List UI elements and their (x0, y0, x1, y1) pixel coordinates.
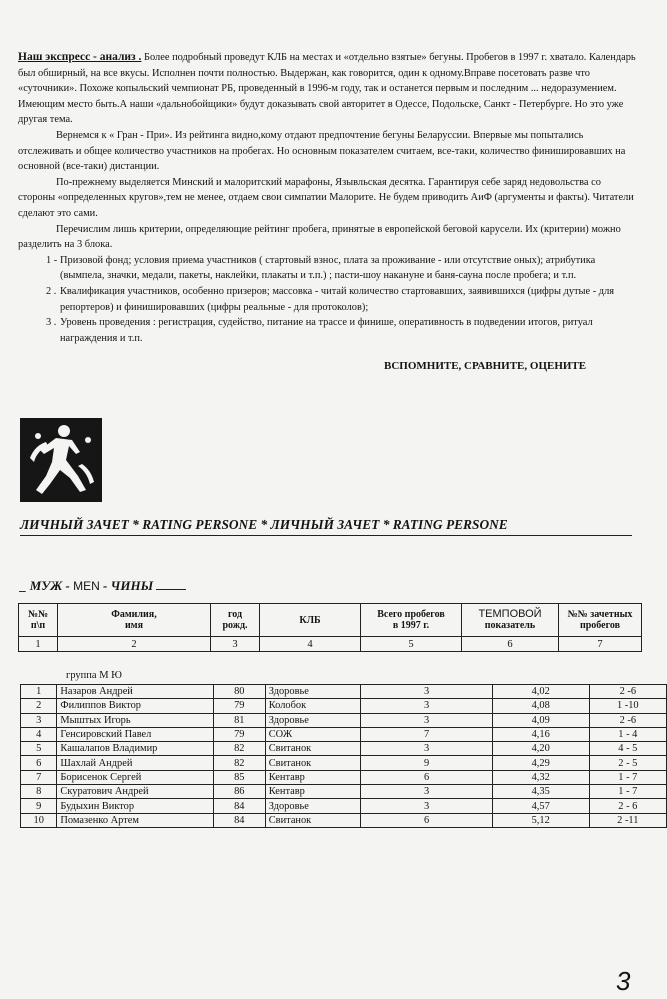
table-cell: 4,16 (492, 727, 589, 741)
section-part-b: MEN (73, 579, 100, 593)
table-cell: 4,35 (492, 785, 589, 799)
header-cell (211, 604, 260, 637)
table-cell: Колобок (265, 699, 361, 713)
header-cell (559, 604, 642, 637)
table-cell: Борисенок Сергей (57, 770, 213, 784)
table-cell: 2 (21, 699, 57, 713)
criteria-item (46, 253, 638, 284)
table-cell: 9 (361, 756, 492, 770)
table-cell: Филиппов Виктор (57, 699, 213, 713)
table-cell: Свитанок (265, 742, 361, 756)
table-cell: 3 (361, 799, 492, 813)
table-cell: 4,29 (492, 756, 589, 770)
table-cell: 3 (361, 785, 492, 799)
table-row (21, 770, 667, 784)
header-cell (58, 604, 211, 637)
table-cell: Генсировский Павел (57, 727, 213, 741)
intro-paragraph-1-text: Более подробный проведут КЛБ на местах и «отдельно взятые» бегуны. Пробегов в 1997 г. хватало. Календарь был обширный, на все вкусы. Исполнен почти полностью. Выдержан, как говорится, один к одному.Вправе посетовать разве что «суточники». Похоже копыльский чемпионат РБ, проведенный в 1996-м году, так и останется первым и последним ... недоразумением. Имеющим место быть.А наши «дальнобойщики» будут доказывать свой авторитет в Одессе, Подольске, Санкт - Петербурге. Но это уже другая тема. (18, 52, 636, 126)
table-row (21, 799, 667, 813)
results-table (20, 684, 667, 828)
table-cell: Шахлай Андрей (57, 756, 213, 770)
table-cell: 3 (361, 742, 492, 756)
table-cell: 4,20 (492, 742, 589, 756)
criteria-text: Призовой фонд; условия приема участников ( стартовый взнос, плата за проживание - или отсутствие оных); атрибутика (вымпела, значки, медали, пакеты, наклейки, плакаты и т.п.) ; пасти-шоу накануне и баня-сауна после пробега; и т.п. (60, 254, 596, 282)
table-cell: 2 -11 (589, 813, 666, 827)
table-row (21, 756, 667, 770)
table-cell: 10 (21, 813, 57, 827)
column-number: 1 (19, 637, 58, 652)
table-cell: 6 (361, 770, 492, 784)
criteria-item (46, 284, 638, 315)
header-line: показатель (484, 620, 536, 631)
remember-slogan: ВСПОМНИТЕ, СРАВНИТЕ, ОЦЕНИТЕ (384, 360, 587, 372)
table-cell: 1 (21, 685, 57, 699)
table-cell: СОЖ (265, 727, 361, 741)
table-cell: 84 (213, 799, 265, 813)
table-cell: Кашалапов Владимир (57, 742, 213, 756)
section-part-a: МУЖ - (29, 578, 74, 593)
intro-paragraph-4: Перечислим лишь критерии, определяющие рейтинг пробега, принятые в европейской беговой карусели. Их (критерии) можно разделить на 3 блока. (18, 223, 621, 251)
table-cell: Мыштых Игорь (57, 713, 213, 727)
table-row (21, 742, 667, 756)
table-cell: Свитанок (265, 756, 361, 770)
table-cell: 7 (361, 727, 492, 741)
table-cell: 6 (361, 813, 492, 827)
column-number: 4 (260, 637, 361, 652)
table-cell: 7 (21, 770, 57, 784)
intro-paragraph-1 (18, 50, 638, 128)
table-cell: Свитанок (265, 813, 361, 827)
column-number: 5 (361, 637, 462, 652)
table-cell: 1 - 7 (589, 770, 666, 784)
header-line: ТЕМПОВОЙ (478, 608, 542, 620)
header-line: пробегов (579, 620, 621, 631)
table-cell: 5,12 (492, 813, 589, 827)
header-line: в 1997 г. (392, 620, 430, 631)
table-cell: 4,57 (492, 799, 589, 813)
criteria-text: Уровень проведения : регистрация, судейство, питание на трассе и финише, оперативность в подведении итогов, ритуал награждения и т.п. (60, 317, 593, 344)
criteria-number: 1 - (46, 254, 58, 266)
column-number: 6 (462, 637, 559, 652)
criteria-number: 3 . (46, 317, 57, 329)
table-cell: 84 (213, 813, 265, 827)
table-cell: 2 - 5 (589, 756, 666, 770)
table-cell: 8 (21, 785, 57, 799)
table-row (21, 685, 667, 699)
header-line: год (227, 609, 243, 620)
header-line: Всего пробегов (377, 609, 445, 620)
table-cell: 82 (213, 756, 265, 770)
table-cell: 1 -10 (589, 699, 666, 713)
table-cell: 2 - 6 (589, 799, 666, 813)
table-cell: 80 (213, 685, 265, 699)
header-line: №№ (27, 609, 49, 620)
intro-paragraph-3: По-прежнему выделяется Минский и малоритский марафоны, Язывльская десятка. Гарантируя себе заряд недовольства со стороны «определенных кругов»,тем не менее, отдаем свои симпатии Малорите. Не будем приводить АиФ (аргументы и факты). Читатели сделают это сами. (18, 176, 634, 219)
table-cell: Кентавр (265, 770, 361, 784)
table-cell: 4,09 (492, 713, 589, 727)
table-cell: Помазенко Артем (57, 813, 213, 827)
column-number: 7 (559, 637, 642, 652)
table-cell: 6 (21, 756, 57, 770)
criteria-list (46, 253, 638, 347)
table-cell: Кентавр (265, 785, 361, 799)
column-number: 3 (211, 637, 260, 652)
header-line: п\п (30, 620, 46, 631)
table-row (21, 699, 667, 713)
rating-banner: ЛИЧНЫЙ ЗАЧЕТ * RATING PERSONE * ЛИЧНЫЙ ЗАЧЕТ * RATING PERSONE (20, 517, 632, 536)
header-cell (260, 604, 361, 637)
table-cell: 79 (213, 727, 265, 741)
table-cell: 3 (361, 713, 492, 727)
table-cell: 3 (361, 685, 492, 699)
criteria-text: Квалификация участников, особенно призеров; массовка - читай количество стартовавших, заявившихся (цифры дутые - для репортеров) и финишировавших (цифры реальные - для протоколов); (60, 285, 615, 313)
table-cell: 82 (213, 742, 265, 756)
table-cell: 86 (213, 785, 265, 799)
table-cell: Будыхин Виктор (57, 799, 213, 813)
table-cell: 4,08 (492, 699, 589, 713)
table-cell: Назаров Андрей (57, 685, 213, 699)
header-line: КЛБ (299, 614, 321, 626)
section-heading (20, 578, 186, 594)
table-cell: 3 (361, 699, 492, 713)
criteria-number: 2 . (46, 285, 57, 297)
header-line: Фамилия, (111, 609, 157, 620)
group-label: группа М Ю (66, 670, 122, 681)
header-cell (19, 604, 58, 637)
table-cell: 4 (21, 727, 57, 741)
table-row (21, 813, 667, 827)
section-prefix: _ (20, 578, 30, 593)
table-cell: Здоровье (265, 713, 361, 727)
header-line: рожд. (222, 620, 248, 631)
lead-heading: Наш экспресс - анализ . (18, 51, 142, 63)
table-cell: 1 - 7 (589, 785, 666, 799)
table-cell: 9 (21, 799, 57, 813)
header-cell (462, 604, 559, 637)
table-cell: 4 - 5 (589, 742, 666, 756)
header-cell (361, 604, 462, 637)
table-cell: 85 (213, 770, 265, 784)
section-part-c: - ЧИНЫ (99, 578, 157, 593)
table-row (21, 713, 667, 727)
table-cell: 3 (21, 713, 57, 727)
header-line: №№ зачетных (567, 609, 633, 620)
table-cell: Скуратович Андрей (57, 785, 213, 799)
section-underline (156, 579, 186, 590)
table-cell: 4,32 (492, 770, 589, 784)
table-cell: 79 (213, 699, 265, 713)
intro-text (18, 50, 638, 346)
table-header (18, 603, 642, 652)
table-cell: 1 - 4 (589, 727, 666, 741)
table-cell: Здоровье (265, 799, 361, 813)
table-row (21, 727, 667, 741)
table-cell: 2 -6 (589, 713, 666, 727)
intro-paragraph-2: Вернемся к « Гран - При». Из рейтинга видно,кому отдают предпочтение бегуны Беларуссии. Впервые мы попытались отслеживать и общее количество участников на пробегах. Но основным показателем считаем, все-таки, количество финишировавших на основной (все-таки) дистанции. (18, 129, 626, 173)
column-number: 2 (58, 637, 211, 652)
page-number: 3 (616, 966, 631, 996)
table-cell: 81 (213, 713, 265, 727)
table-cell: 4,02 (492, 685, 589, 699)
runners-logo-icon (20, 418, 102, 502)
table-cell: 2 -6 (589, 685, 666, 699)
table-row (21, 785, 667, 799)
criteria-item (46, 315, 638, 346)
header-line: имя (125, 620, 143, 631)
table-cell: 5 (21, 742, 57, 756)
table-cell: Здоровье (265, 685, 361, 699)
